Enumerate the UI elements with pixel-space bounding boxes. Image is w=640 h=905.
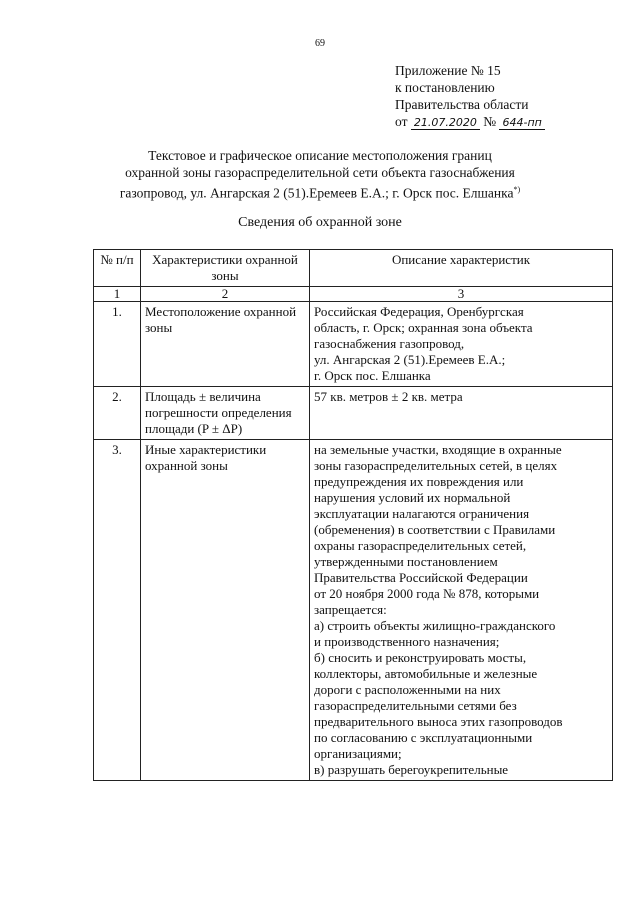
description-line: нарушения условий их нормальной [314, 490, 511, 505]
table-row [94, 387, 613, 440]
column-number-row [94, 287, 613, 302]
appendix-block [395, 62, 545, 130]
appendix-line-1: Приложение № 15 [395, 63, 501, 78]
protection-zone-table [93, 249, 613, 781]
description-line: а) строить объекты жилищно-гражданского [314, 618, 556, 633]
appendix-date-line [395, 113, 545, 130]
title-line-1: Текстовое и графическое описание местоположения границ [148, 148, 492, 163]
description-line: запрещается: [314, 602, 387, 617]
row-characteristic: Иные характеристики охранной зоны [141, 440, 310, 781]
row-description [310, 440, 613, 781]
appendix-number: 644-пп [499, 116, 544, 130]
table-header-row [94, 250, 613, 287]
description-line: эксплуатации налагаются ограничения [314, 506, 530, 521]
description-line: предварительного выноса этих газопроводов [314, 714, 563, 729]
row-description [310, 387, 613, 440]
description-line: г. Орск пос. Елшанка [314, 368, 431, 383]
table-row [94, 440, 613, 781]
description-line: область, г. Орск; охранная зона объекта [314, 320, 533, 335]
title-line-3 [0, 181, 640, 202]
description-line: по согласованию с эксплуатационными [314, 730, 533, 745]
table-row [94, 302, 613, 387]
description-line: б) сносить и реконструировать мосты, [314, 650, 527, 665]
description-line: на земельные участки, входящие в охранные [314, 442, 562, 457]
appendix-line-3: Правительства области [395, 97, 529, 112]
header-description: Описание характеристик [310, 250, 613, 287]
description-line: от 20 ноября 2000 года № 878, которыми [314, 586, 540, 601]
appendix-number-label: № [483, 114, 497, 129]
appendix-date: 21.07.2020 [411, 116, 480, 130]
row-characteristic: Площадь ± величина погрешности определения площади (P ± ΔP) [141, 387, 310, 440]
column-number-1: 1 [94, 287, 141, 302]
description-line: зоны газораспределительных сетей, в целях [314, 458, 558, 473]
description-line: газораспределительными сетями без [314, 698, 517, 713]
document-title [0, 147, 640, 202]
description-line: коллекторы, автомобильные и железные [314, 666, 538, 681]
description-line: утвержденными постановлением [314, 554, 498, 569]
row-characteristic: Местоположение охранной зоны [141, 302, 310, 387]
row-num: 3. [94, 440, 141, 781]
description-line: предупреждения их повреждения или [314, 474, 524, 489]
title-line-2: охранной зоны газораспределительной сети объекта газоснабжения [125, 165, 515, 180]
description-line: Правительства Российской Федерации [314, 570, 528, 585]
description-line: организациями; [314, 746, 402, 761]
description-line: (обременения) в соответствии с Правилами [314, 522, 556, 537]
page-number: 69 [315, 38, 325, 49]
description-line: дороги с расположенными на них [314, 682, 501, 697]
description-line: газоснабжения газопровод, [314, 336, 465, 351]
title-line-3-text: газопровод, ул. Ангарская 2 (51).Еремеев Е.А.; г. Орск пос. Елшанка [119, 185, 514, 201]
description-line: Российская Федерация, Оренбургская [314, 304, 524, 319]
row-num: 2. [94, 387, 141, 440]
description-line: охраны газораспределительных сетей, [314, 538, 527, 553]
appendix-from-label: от [395, 114, 408, 129]
description-line: ул. Ангарская 2 (51).Еремеев Е.А.; [314, 352, 506, 367]
header-num: № п/п [94, 250, 141, 287]
description-line: в) разрушать берегоукрепительные [314, 762, 509, 777]
row-num: 1. [94, 302, 141, 387]
column-number-2: 2 [141, 287, 310, 302]
section-subtitle: Сведения об охранной зоне [238, 215, 402, 230]
header-characteristics: Характеристики охранной зоны [141, 250, 310, 287]
row-description [310, 302, 613, 387]
appendix-line-2: к постановлению [395, 80, 495, 95]
column-number-3: 3 [310, 287, 613, 302]
description-line: и производственного назначения; [314, 634, 500, 649]
description-line: 57 кв. метров ± 2 кв. метра [314, 389, 463, 404]
title-footnote-mark: *) [513, 185, 521, 194]
